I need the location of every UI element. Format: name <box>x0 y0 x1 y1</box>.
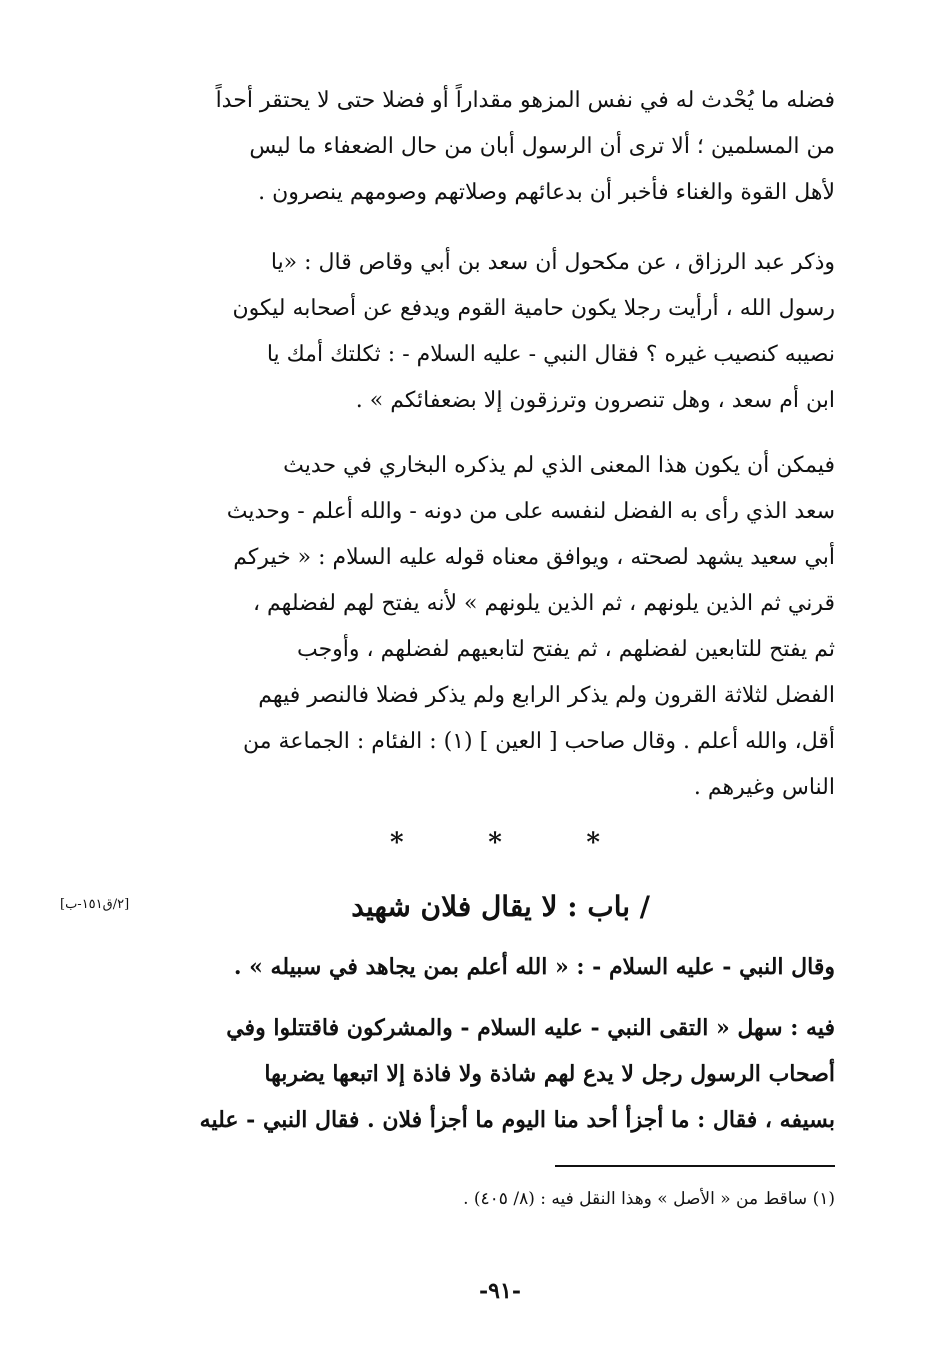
paragraph-line: من المسلمين ؛ ألا ترى أن الرسول أبان من حال الضعفاء ما ليس <box>249 134 835 159</box>
separator-star: * <box>586 828 600 858</box>
paragraph-1 <box>145 78 835 216</box>
paragraph-line: سعد الذي رأى به الفضل لنفسه على من دونه - والله أعلم - وحديث <box>226 499 835 524</box>
paragraph-line: الناس وغيرهم . <box>693 775 835 800</box>
paragraph-line: قرني ثم الذين يلونهم ، ثم الذين يلونهم » لأنه يفتح لهم لفضلهم ، <box>252 591 835 616</box>
body-line: بسيفه ، فقال : ما أجزأ أحد منا اليوم ما أجزأ فلان . فقال النبي - عليه <box>199 1107 835 1133</box>
paragraph-line: ابن أم سعد ، وهل تنصرون وترزقون إلا بضعفائكم » . <box>355 388 835 413</box>
manuscript-reference: [٢/ق١٥١-ب] <box>60 897 130 912</box>
chapter-heading: / باب : لا يقال فلان شهيد <box>351 890 650 923</box>
page-number: -٩١- <box>479 1278 521 1304</box>
body-line: أصحاب الرسول رجل لا يدع لهم شاذة ولا فاذة إلا اتبعها يضربها <box>264 1061 835 1087</box>
separator-star: * <box>488 828 502 858</box>
paragraph-3 <box>145 443 835 811</box>
paragraph-line: فيمكن أن يكون هذا المعنى الذي لم يذكره البخاري في حديث <box>283 453 835 478</box>
paragraph-line: أبي سعيد يشهد لصحته ، ويوافق معناه قوله عليه السلام : « خيركم <box>233 545 835 570</box>
body-line: فيه : سهل « التقى النبي - عليه السلام - والمشركون فاقتتلوا وفي <box>226 1015 835 1041</box>
section-intro <box>145 944 835 990</box>
footnote-divider <box>555 1165 835 1167</box>
paragraph-line: أقل، والله أعلم . وقال صاحب [ العين ] (١) : الفئام : الجماعة من <box>243 729 835 754</box>
paragraph-line: ثم يفتح للتابعين لفضلهم ، ثم يفتح لتابعيهم لفضلهم ، وأوجب <box>296 637 835 662</box>
paragraph-line: الفضل لثلاثة القرون ولم يذكر الرابع ولم يذكر فضلا فالنصر فيهم <box>258 683 835 708</box>
footnote: (١) ساقط من « الأصل » وهذا النقل فيه : (٨/ ٤٠٥) . <box>463 1189 835 1209</box>
paragraph-line: فضله ما يُحْدث له في نفس المزهو مقداراً أو فضلا حتى لا يحتقر أحداً <box>215 88 835 113</box>
section-separator <box>390 828 600 858</box>
paragraph-2 <box>145 240 835 424</box>
paragraph-line: لأهل القوة والغناء فأخبر أن بدعائهم وصلاتهم وصومهم ينصرون . <box>258 180 835 205</box>
paragraph-line: رسول الله ، أرأيت رجلا يكون حامية القوم ويدفع عن أصحابه ليكون <box>232 296 835 321</box>
paragraph-line: نصيبه كنصيب غيره ؟ فقال النبي - عليه السلام - : ثكلتك أمك يا <box>266 342 835 367</box>
section-body <box>145 1005 835 1143</box>
intro-line: وقال النبي - عليه السلام - : « الله أعلم بمن يجاهد في سبيله » . <box>233 954 835 980</box>
paragraph-line: وذكر عبد الرزاق ، عن مكحول أن سعد بن أبي وقاص قال : «يا <box>270 250 835 275</box>
separator-star: * <box>390 828 404 858</box>
